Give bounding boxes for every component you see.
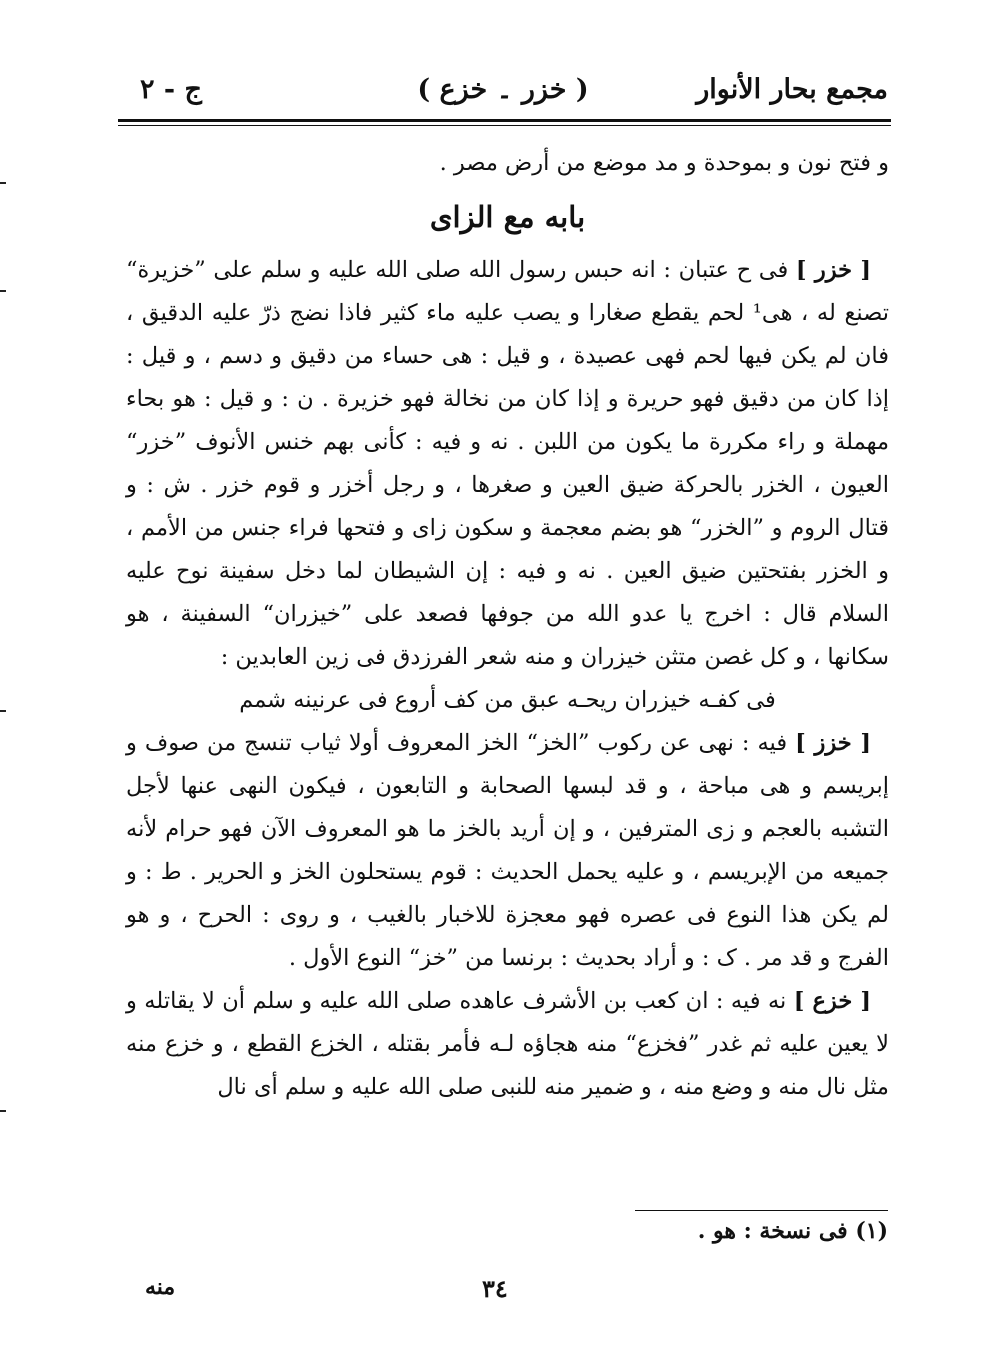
- entry-khazaz: [126, 722, 889, 980]
- entry-text: فیه : نهی عن رکوب ”الخز“ الخز المعروف أولا ثیاب تنسج من صوف و إبریسم و هی مباحة ، و قد لبسها الصحابة و التابعون ، فیکون النهی عنها لأجل التشبه بالعجم و زی المترفین ، و إن أرید بالخز ما هو المعروف الآن فهو حرام لأنه جمیعه من الإبریسم ، و علیه یحمل الحدیث : قوم یستحلون الخز و الحریر . ط : و لم یکن هذا النوع فی عصره فهو معجزة للاخبار بالغیب ، و روی : الحرح ، و هو الفرج و قد مر . ک : و أراد بحدیث : برنسا من ”خز“ النوع الأول .: [126, 730, 889, 971]
- section-keywords: ( خزر ۔ خزع ): [417, 74, 589, 105]
- catchword: منه: [145, 1274, 176, 1300]
- entry-text: نه فیه : ان کعب بن الأشرف عاهده صلی الله علیه و سلم أن لا یقاتله و لا یعین علیه ثم غدر ”فخزع“ منه هجاؤه لـه فأمر بقتله ، الخزع القطع ، و خزع منه مثل نال منه و وضع منه ، و ضمیر منه للنبی صلی الله علیه و سلم أی نال: [126, 988, 889, 1100]
- volume-number: ج - ٢: [140, 74, 202, 105]
- book-title: مجمع بحار الأنوار: [696, 74, 888, 105]
- header-rule-thick: [118, 119, 891, 122]
- chapter-title: بابه مع الزای: [429, 200, 586, 234]
- entry-khazar: [126, 249, 889, 679]
- footnote: (١) فی نسخة : هو .: [697, 1218, 888, 1244]
- margin-mark: [0, 182, 6, 184]
- entry-khaza: [126, 980, 889, 1109]
- entry-keyword: [ خزع ]: [793, 988, 871, 1014]
- margin-mark: [0, 290, 6, 292]
- margin-mark: [0, 1110, 6, 1112]
- main-text: [126, 142, 889, 1109]
- intro-line: و فتح نون و بموحدة و مد موضع من أرض مصر .: [439, 150, 889, 176]
- entry-keyword: [ خزر ]: [795, 257, 872, 283]
- footnote-rule: [635, 1210, 888, 1211]
- entry-text: فی ح عتبان : انه حبس رسول الله صلی الله علیه و سلم علی ”خزیرة“ تصنع له ، هی¹ لحم یقطع صغارا و یصب علیه ماء کثیر فاذا نضج ذرّ علیه الدقیق ، فان لم یکن فیها لحم فهی عصیدة ، و قیل : هی حساء من دقیق و دسم ، و قیل : إذا کان من دقیق فهو حریرة و إذا کان من نخالة فهو خزیرة . ن : و قیل : هو بحاء مهملة و راء مکررة ما یکون من اللبن . نه و فیه : کأنی بهم خنس الأنوف ”خزر“ العیون ، الخزر بالحرکة ضیق العین و صغرها ، و رجل أخزر و قوم خزر . ش : و قتال الروم و ”الخزر“ هو بضم معجمة و سکون زای و فتحها فراء جنس من الأمم ، و الخزر بفتحتین ضیق العین . نه و فیه : إن الشیطان لما دخل سفینة نوح علیه السلام قال : اخرج یا عدو الله من جوفها فصعد علی ”خیزران“ السفینة ، هو سکانها ، و کل غصن متثن خیزران و منه شعر الفرزدق فی زین العابدین :: [126, 257, 889, 670]
- page-number: ٣٤: [482, 1274, 508, 1303]
- header-rule-thin: [118, 125, 891, 126]
- running-header: [118, 72, 888, 116]
- margin-mark: [0, 710, 6, 712]
- poetry-verse: فی کفـه خیزران ریحـه عبق من کف أروع فی عرنینه شمم: [239, 687, 776, 713]
- entry-keyword: [ خزز ]: [795, 730, 871, 756]
